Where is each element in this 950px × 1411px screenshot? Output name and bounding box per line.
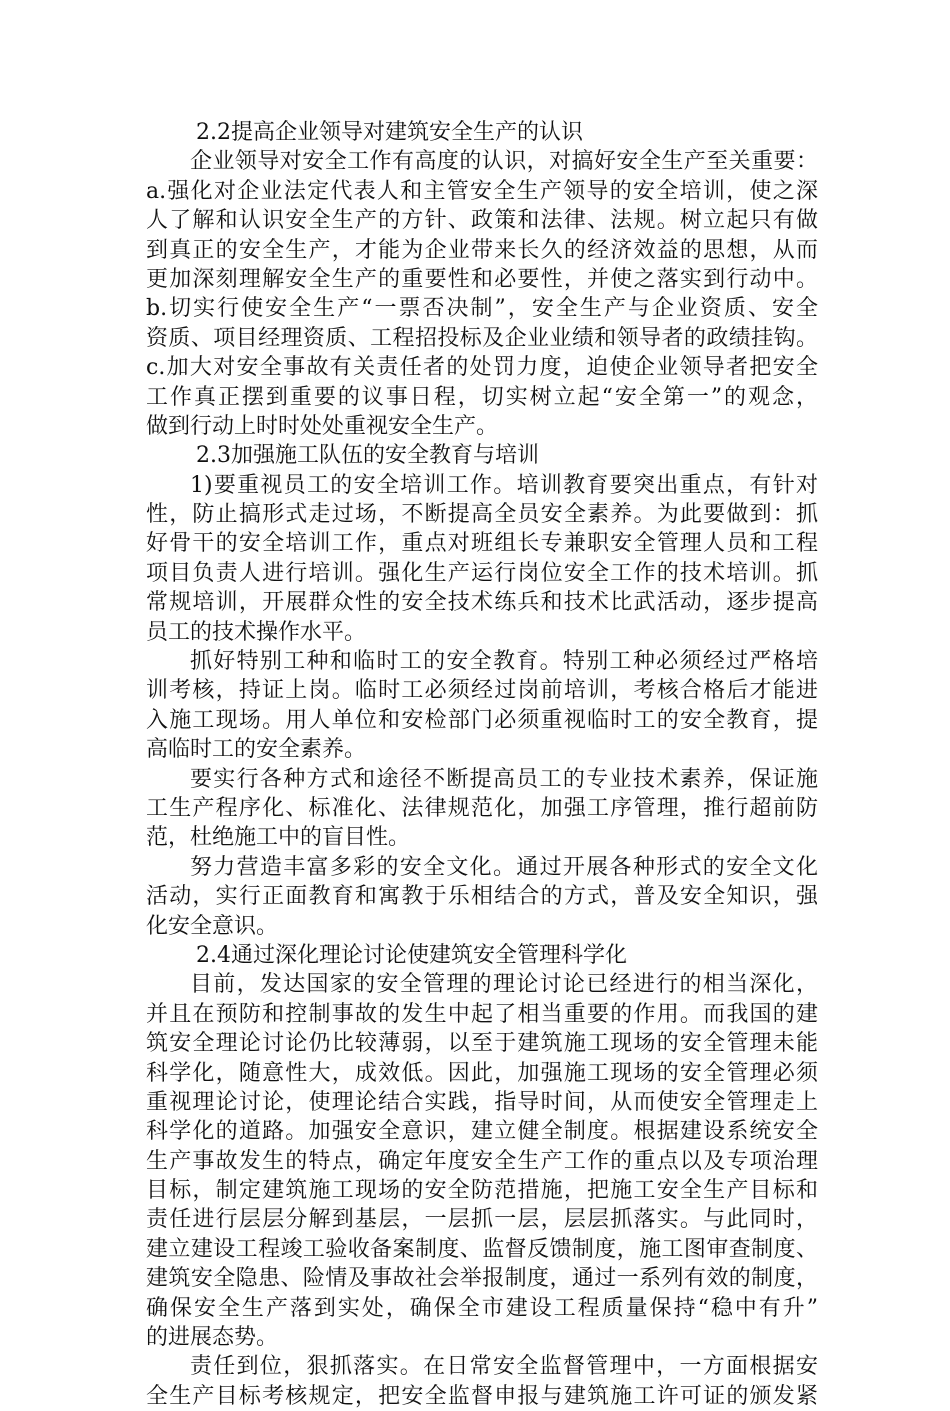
text-line: 建立建设工程竣工验收备案制度、监督反馈制度，施工图审查制度、 bbox=[146, 1236, 818, 1262]
text-line: 人了解和认识安全生产的方针、政策和法律、法规。树立起只有做 bbox=[146, 208, 818, 234]
text-line: 筑安全理论讨论仍比较薄弱，以至于建筑施工现场的安全管理未能 bbox=[146, 1031, 818, 1057]
text-line: 训考核，持证上岗。临时工必须经过岗前培训，考核合格后才能进 bbox=[146, 678, 818, 704]
text-line: 资质、项目经理资质、工程招投标及企业业绩和领导者的政绩挂钩。 bbox=[146, 325, 818, 351]
text-line: 做到行动上时时处处重视安全生产。 bbox=[146, 413, 499, 439]
text-line: 1)要重视员工的安全培训工作。培训教育要突出重点，有针对 bbox=[190, 472, 818, 498]
text-line: 范，杜绝施工中的盲目性。 bbox=[146, 825, 411, 851]
text-line: a.强化对企业法定代表人和主管安全生产领导的安全培训，使之深 bbox=[146, 178, 818, 204]
text-line: 常规培训，开展群众性的安全技术练兵和技术比武活动，逐步提高 bbox=[146, 590, 818, 616]
text-line: 生产事故发生的特点，确定年度安全生产工作的重点以及专项治理 bbox=[146, 1148, 818, 1174]
text-line: 高临时工的安全素养。 bbox=[146, 737, 367, 763]
document-body bbox=[146, 118, 818, 1411]
text-line: 性，防止搞形式走过场，不断提高全员安全素养。为此要做到：抓 bbox=[146, 502, 818, 528]
text-line: 建筑安全隐患、险情及事故社会举报制度，通过一系列有效的制度， bbox=[146, 1266, 818, 1292]
text-line: 努力营造丰富多彩的安全文化。通过开展各种形式的安全文化 bbox=[190, 854, 818, 880]
text-line: 工作真正摆到重要的议事日程，切实树立起“安全第一”的观念， bbox=[146, 384, 818, 410]
section-heading: 2.2提高企业领导对建筑安全生产的认识 bbox=[196, 120, 583, 145]
text-line: 责任到位，狠抓落实。在日常安全监督管理中，一方面根据安 bbox=[190, 1354, 818, 1380]
text-line: 项目负责人进行培训。强化生产运行岗位安全工作的技术培训。抓 bbox=[146, 560, 818, 586]
text-line: 活动，实行正面教育和寓教于乐相结合的方式，普及安全知识，强 bbox=[146, 884, 818, 910]
text-line: 科学化，随意性大，成效低。因此，加强施工现场的安全管理必须 bbox=[146, 1060, 818, 1086]
text-line: 的进展态势。 bbox=[146, 1325, 279, 1351]
text-line: 好骨干的安全培训工作，重点对班组长专兼职安全管理人员和工程 bbox=[146, 531, 818, 557]
text-line: 目标，制定建筑施工现场的安全防范措施，把施工安全生产目标和 bbox=[146, 1178, 818, 1204]
text-line: 目前，发达国家的安全管理的理论讨论已经进行的相当深化， bbox=[190, 972, 818, 998]
text-line: 到真正的安全生产，才能为企业带来长久的经济效益的思想，从而 bbox=[146, 237, 818, 263]
text-line: 员工的技术操作水平。 bbox=[146, 619, 367, 645]
text-line: 科学化的道路。加强安全意识，建立健全制度。根据建设系统安全 bbox=[146, 1119, 818, 1145]
text-line: 企业领导对安全工作有高度的认识，对搞好安全生产至关重要： bbox=[190, 149, 818, 175]
text-line: 更加深刻理解安全生产的重要性和必要性，并使之落实到行动中。 bbox=[146, 266, 818, 292]
text-line: 抓好特别工种和临时工的安全教育。特别工种必须经过严格培 bbox=[190, 649, 818, 675]
text-line: c.加大对安全事故有关责任者的处罚力度，迫使企业领导者把安全 bbox=[146, 355, 818, 381]
text-line: 确保安全生产落到实处，确保全市建设工程质量保持“稳中有升” bbox=[146, 1295, 818, 1321]
text-line: 入施工现场。用人单位和安检部门必须重视临时工的安全教育，提 bbox=[146, 707, 818, 733]
text-line: 并且在预防和控制事故的发生中起了相当重要的作用。而我国的建 bbox=[146, 1001, 818, 1027]
text-line: 工生产程序化、标准化、法律规范化，加强工序管理，推行超前防 bbox=[146, 795, 818, 821]
text-line: 化安全意识。 bbox=[146, 913, 279, 939]
text-line: 重视理论讨论，使理论结合实践，指导时间，从而使安全管理走上 bbox=[146, 1089, 818, 1115]
text-line: 要实行各种方式和途径不断提高员工的专业技术素养，保证施 bbox=[190, 766, 818, 792]
text-line: 责任进行层层分解到基层，一层抓一层，层层抓落实。与此同时， bbox=[146, 1207, 818, 1233]
section-heading: 2.3加强施工队伍的安全教育与培训 bbox=[196, 443, 539, 469]
text-line: 全生产目标考核规定，把安全监督申报与建筑施工许可证的颁发紧 bbox=[146, 1383, 818, 1409]
text-line: b.切实行使安全生产“一票否决制”，安全生产与企业资质、安全 bbox=[146, 296, 818, 322]
section-heading: 2.4通过深化理论讨论使建筑安全管理科学化 bbox=[196, 942, 627, 968]
